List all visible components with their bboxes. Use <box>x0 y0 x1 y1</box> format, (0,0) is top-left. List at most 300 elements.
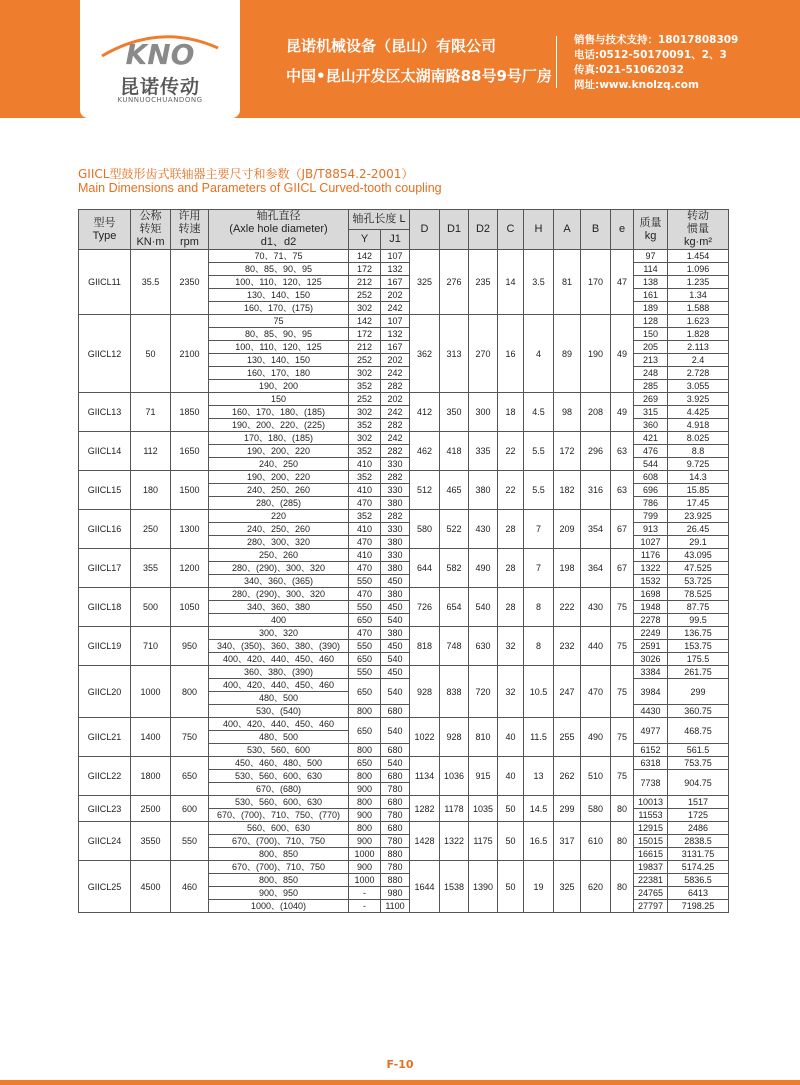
cell-model: GIICL16 <box>79 510 131 549</box>
cell-d2: 490 <box>469 549 498 588</box>
header-model: 型号 Type <box>79 210 131 250</box>
cell-mass: 19837 <box>634 861 668 874</box>
cell-speed: 1650 <box>171 432 209 471</box>
cell-speed: 650 <box>171 757 209 796</box>
cell-length-y: 410 <box>349 484 381 497</box>
cell-length-j1: 167 <box>381 276 410 289</box>
cell-bore-diameter: 130、140、150 <box>209 354 349 367</box>
cell-length-j1: 167 <box>381 341 410 354</box>
cell-length-y: 302 <box>349 432 381 445</box>
cell-mass: 1698 <box>634 588 668 601</box>
header-d1: D1 <box>440 210 469 250</box>
cell-a: 255 <box>554 718 581 757</box>
cell-inertia: 261.75 <box>668 666 729 679</box>
cell-c: 28 <box>498 588 524 627</box>
cell-inertia: 904.75 <box>668 770 729 796</box>
cell-c: 40 <box>498 757 524 796</box>
cell-bore-diameter: 80、85、90、95 <box>209 263 349 276</box>
cell-c: 40 <box>498 718 524 757</box>
cell-inertia: 3.055 <box>668 380 729 393</box>
cell-length-y: 410 <box>349 549 381 562</box>
cell-mass: 15015 <box>634 835 668 848</box>
cell-torque: 250 <box>131 510 171 549</box>
cell-model: GIICL20 <box>79 666 131 718</box>
cell-length-j1: 680 <box>381 796 410 809</box>
cell-length-j1: 107 <box>381 315 410 328</box>
cell-bore-diameter: 80、85、90、95 <box>209 328 349 341</box>
cell-inertia: 753.75 <box>668 757 729 770</box>
cell-c: 16 <box>498 315 524 393</box>
cell-inertia: 29.1 <box>668 536 729 549</box>
header-bore-length: 轴孔长度 L <box>349 210 410 230</box>
cell-d2: 1175 <box>469 822 498 861</box>
cell-model: GIICL21 <box>79 718 131 757</box>
cell-length-j1: 540 <box>381 653 410 666</box>
cell-length-j1: 282 <box>381 471 410 484</box>
cell-torque: 112 <box>131 432 171 471</box>
cell-length-j1: 132 <box>381 263 410 276</box>
cell-inertia: 99.5 <box>668 614 729 627</box>
cell-inertia: 8.8 <box>668 445 729 458</box>
cell-inertia: 4.918 <box>668 419 729 432</box>
spec-table <box>78 209 729 913</box>
cell-torque: 2500 <box>131 796 171 822</box>
cell-d2: 630 <box>469 627 498 666</box>
cell-bore-diameter: 190、200、220 <box>209 471 349 484</box>
cell-length-y: 172 <box>349 328 381 341</box>
cell-d1: 418 <box>440 432 469 471</box>
header-y: Y <box>349 230 381 250</box>
cell-e: 63 <box>611 432 634 471</box>
cell-d2: 1035 <box>469 796 498 822</box>
cell-d1: 1538 <box>440 861 469 913</box>
cell-h: 5.5 <box>524 471 554 510</box>
cell-mass: 360 <box>634 419 668 432</box>
logo-chinese-name: 昆诺传动 <box>119 76 200 98</box>
cell-a: 325 <box>554 861 581 913</box>
cell-inertia: 23.925 <box>668 510 729 523</box>
cell-length-j1: 540 <box>381 614 410 627</box>
cell-inertia: 1.623 <box>668 315 729 328</box>
cell-bore-diameter: 190、200 <box>209 380 349 393</box>
footer-bar <box>0 1080 800 1085</box>
table-row <box>79 861 729 874</box>
cell-bore-diameter: 160、170、(175) <box>209 302 349 315</box>
cell-length-y: 800 <box>349 744 381 757</box>
cell-length-j1: 880 <box>381 848 410 861</box>
cell-length-j1: 780 <box>381 861 410 874</box>
cell-mass: 6152 <box>634 744 668 757</box>
cell-length-j1: 242 <box>381 302 410 315</box>
cell-mass: 7738 <box>634 770 668 796</box>
cell-bore-diameter: 1000、(1040) <box>209 900 349 913</box>
cell-b: 440 <box>581 627 611 666</box>
cell-length-j1: 680 <box>381 770 410 783</box>
cell-length-y: 470 <box>349 536 381 549</box>
cell-inertia: 17.45 <box>668 497 729 510</box>
cell-length-j1: 1100 <box>381 900 410 913</box>
cell-e: 75 <box>611 588 634 627</box>
header-j1: J1 <box>381 230 410 250</box>
cell-length-y: 800 <box>349 705 381 718</box>
cell-d2: 810 <box>469 718 498 757</box>
cell-h: 11.5 <box>524 718 554 757</box>
cell-length-y: 650 <box>349 718 381 744</box>
cell-length-j1: 202 <box>381 289 410 302</box>
cell-model: GIICL13 <box>79 393 131 432</box>
logo-english-name: KUNNUOCHUANDONG <box>117 96 203 104</box>
cell-a: 172 <box>554 432 581 471</box>
cell-bore-diameter: 190、200、220 <box>209 445 349 458</box>
cell-length-j1: 202 <box>381 393 410 406</box>
cell-bore-diameter: 530、560、600 <box>209 744 349 757</box>
cell-torque: 4500 <box>131 861 171 913</box>
cell-length-y: 1000 <box>349 848 381 861</box>
company-name: 昆诺机械设备（昆山）有限公司 <box>286 37 497 55</box>
cell-mass: 3384 <box>634 666 668 679</box>
cell-d: 644 <box>410 549 440 588</box>
cell-length-y: 800 <box>349 770 381 783</box>
cell-length-y: 650 <box>349 614 381 627</box>
cell-mass: 138 <box>634 276 668 289</box>
cell-d2: 720 <box>469 666 498 718</box>
cell-length-y: 142 <box>349 250 381 263</box>
cell-length-y: 352 <box>349 380 381 393</box>
cell-mass: 11553 <box>634 809 668 822</box>
cell-length-j1: 242 <box>381 406 410 419</box>
header-bore-diameter: 轴孔直径 (Axle hole diameter) d1、d2 <box>209 210 349 250</box>
cell-d: 1022 <box>410 718 440 757</box>
cell-length-j1: 380 <box>381 562 410 575</box>
cell-e: 80 <box>611 796 634 822</box>
table-row <box>79 432 729 445</box>
cell-model: GIICL24 <box>79 822 131 861</box>
cell-length-j1: 540 <box>381 718 410 744</box>
cell-e: 49 <box>611 393 634 432</box>
cell-c: 50 <box>498 861 524 913</box>
cell-b: 470 <box>581 666 611 718</box>
cell-torque: 35.5 <box>131 250 171 315</box>
header-h: H <box>524 210 554 250</box>
cell-torque: 1400 <box>131 718 171 757</box>
cell-a: 209 <box>554 510 581 549</box>
cell-b: 296 <box>581 432 611 471</box>
cell-a: 317 <box>554 822 581 861</box>
cell-mass: 6318 <box>634 757 668 770</box>
cell-length-y: 470 <box>349 562 381 575</box>
cell-torque: 1800 <box>131 757 171 796</box>
cell-inertia: 53.725 <box>668 575 729 588</box>
cell-bore-diameter: 280、(290)、300、320 <box>209 562 349 575</box>
cell-length-j1: 330 <box>381 458 410 471</box>
cell-mass: 12915 <box>634 822 668 835</box>
cell-model: GIICL23 <box>79 796 131 822</box>
cell-mass: 97 <box>634 250 668 263</box>
cell-length-y: 212 <box>349 341 381 354</box>
cell-length-y: 1000 <box>349 874 381 887</box>
cell-mass: 248 <box>634 367 668 380</box>
cell-bore-diameter: 800、850 <box>209 874 349 887</box>
page-number: F-10 <box>386 1058 414 1071</box>
cell-bore-diameter: 360、380、(390) <box>209 666 349 679</box>
cell-length-y: 352 <box>349 419 381 432</box>
cell-length-y: 470 <box>349 627 381 640</box>
cell-c: 14 <box>498 250 524 315</box>
cell-length-y: 650 <box>349 679 381 705</box>
cell-inertia: 2486 <box>668 822 729 835</box>
cell-h: 16.5 <box>524 822 554 861</box>
header-divider <box>556 36 557 88</box>
cell-inertia: 1.454 <box>668 250 729 263</box>
cell-bore-diameter: 400、420、440、450、460 <box>209 679 349 692</box>
cell-model: GIICL17 <box>79 549 131 588</box>
cell-h: 14.5 <box>524 796 554 822</box>
cell-length-y: 900 <box>349 809 381 822</box>
cell-model: GIICL25 <box>79 861 131 913</box>
cell-mass: 27797 <box>634 900 668 913</box>
cell-inertia: 8.025 <box>668 432 729 445</box>
cell-length-j1: 780 <box>381 783 410 796</box>
cell-length-j1: 282 <box>381 445 410 458</box>
cell-length-j1: 540 <box>381 679 410 705</box>
cell-model: GIICL11 <box>79 250 131 315</box>
cell-d1: 313 <box>440 315 469 393</box>
cell-h: 4.5 <box>524 393 554 432</box>
cell-b: 580 <box>581 796 611 822</box>
cell-mass: 269 <box>634 393 668 406</box>
cell-mass: 189 <box>634 302 668 315</box>
cell-inertia: 1.34 <box>668 289 729 302</box>
cell-inertia: 14.3 <box>668 471 729 484</box>
cell-length-y: 800 <box>349 796 381 809</box>
cell-length-j1: 107 <box>381 250 410 263</box>
cell-d2: 430 <box>469 510 498 549</box>
cell-speed: 600 <box>171 796 209 822</box>
cell-inertia: 9.725 <box>668 458 729 471</box>
cell-bore-diameter: 400、420、440、450、460 <box>209 718 349 731</box>
table-row <box>79 718 729 731</box>
cell-bore-diameter: 900、950 <box>209 887 349 900</box>
header-torque: 公称 转矩 KN·m <box>131 210 171 250</box>
cell-mass: 799 <box>634 510 668 523</box>
header-e: e <box>611 210 634 250</box>
cell-h: 7 <box>524 510 554 549</box>
cell-torque: 50 <box>131 315 171 393</box>
header-inertia: 转动 惯量 kg·m² <box>668 210 729 250</box>
cell-inertia: 47.525 <box>668 562 729 575</box>
cell-mass: 10013 <box>634 796 668 809</box>
cell-inertia: 136.75 <box>668 627 729 640</box>
cell-d2: 270 <box>469 315 498 393</box>
cell-c: 18 <box>498 393 524 432</box>
cell-mass: 3026 <box>634 653 668 666</box>
cell-length-j1: 380 <box>381 627 410 640</box>
table-title-chinese: GIICL型鼓形齿式联轴器主要尺寸和参数（JB/T8854.2-2001） <box>78 167 414 181</box>
cell-a: 262 <box>554 757 581 796</box>
cell-length-j1: 282 <box>381 510 410 523</box>
cell-speed: 1500 <box>171 471 209 510</box>
cell-bore-diameter: 400、420、440、450、460 <box>209 653 349 666</box>
cell-h: 4 <box>524 315 554 393</box>
cell-bore-diameter: 340、360、380 <box>209 601 349 614</box>
cell-inertia: 3.925 <box>668 393 729 406</box>
cell-bore-diameter: 400 <box>209 614 349 627</box>
cell-b: 510 <box>581 757 611 796</box>
cell-speed: 1200 <box>171 549 209 588</box>
cell-length-j1: 282 <box>381 419 410 432</box>
cell-inertia: 1.588 <box>668 302 729 315</box>
cell-torque: 1000 <box>131 666 171 718</box>
cell-length-j1: 450 <box>381 666 410 679</box>
cell-inertia: 1725 <box>668 809 729 822</box>
cell-length-j1: 132 <box>381 328 410 341</box>
cell-length-j1: 380 <box>381 588 410 601</box>
cell-inertia: 2.4 <box>668 354 729 367</box>
cell-inertia: 7198.25 <box>668 900 729 913</box>
cell-length-y: 900 <box>349 861 381 874</box>
contact-fax: 传真:021-51062032 <box>574 64 684 76</box>
cell-mass: 1027 <box>634 536 668 549</box>
cell-inertia: 2.728 <box>668 367 729 380</box>
cell-d: 1644 <box>410 861 440 913</box>
table-row <box>79 549 729 562</box>
cell-bore-diameter: 160、170、180、(185) <box>209 406 349 419</box>
cell-length-y: 352 <box>349 445 381 458</box>
cell-c: 32 <box>498 666 524 718</box>
cell-mass: 22381 <box>634 874 668 887</box>
cell-mass: 16615 <box>634 848 668 861</box>
cell-bore-diameter: 340、(350)、360、380、(390) <box>209 640 349 653</box>
cell-speed: 800 <box>171 666 209 718</box>
cell-inertia: 43.095 <box>668 549 729 562</box>
cell-b: 430 <box>581 588 611 627</box>
cell-length-y: 252 <box>349 289 381 302</box>
cell-length-y: 550 <box>349 601 381 614</box>
cell-h: 7 <box>524 549 554 588</box>
table-row <box>79 822 729 835</box>
cell-mass: 544 <box>634 458 668 471</box>
cell-mass: 476 <box>634 445 668 458</box>
cell-b: 620 <box>581 861 611 913</box>
cell-length-j1: 780 <box>381 835 410 848</box>
cell-b: 170 <box>581 250 611 315</box>
cell-mass: 128 <box>634 315 668 328</box>
cell-length-j1: 450 <box>381 640 410 653</box>
cell-inertia: 2.113 <box>668 341 729 354</box>
cell-d1: 582 <box>440 549 469 588</box>
cell-e: 75 <box>611 666 634 718</box>
cell-length-y: 410 <box>349 458 381 471</box>
cell-length-y: 252 <box>349 354 381 367</box>
cell-length-j1: 450 <box>381 575 410 588</box>
cell-e: 75 <box>611 627 634 666</box>
cell-a: 182 <box>554 471 581 510</box>
cell-length-j1: 680 <box>381 822 410 835</box>
cell-a: 89 <box>554 315 581 393</box>
cell-model: GIICL12 <box>79 315 131 393</box>
cell-mass: 114 <box>634 263 668 276</box>
cell-length-j1: 380 <box>381 497 410 510</box>
cell-inertia: 468.75 <box>668 718 729 744</box>
table-row <box>79 757 729 770</box>
cell-b: 208 <box>581 393 611 432</box>
cell-torque: 355 <box>131 549 171 588</box>
cell-d: 1282 <box>410 796 440 822</box>
cell-mass: 2249 <box>634 627 668 640</box>
cell-inertia: 360.75 <box>668 705 729 718</box>
cell-h: 10.5 <box>524 666 554 718</box>
cell-torque: 710 <box>131 627 171 666</box>
cell-mass: 285 <box>634 380 668 393</box>
cell-bore-diameter: 670、(680) <box>209 783 349 796</box>
header-d: D <box>410 210 440 250</box>
cell-bore-diameter: 240、250、260 <box>209 523 349 536</box>
cell-e: 75 <box>611 757 634 796</box>
cell-bore-diameter: 300、320 <box>209 627 349 640</box>
cell-d1: 1322 <box>440 822 469 861</box>
cell-d1: 1036 <box>440 757 469 796</box>
cell-length-j1: 282 <box>381 380 410 393</box>
cell-mass: 608 <box>634 471 668 484</box>
cell-mass: 150 <box>634 328 668 341</box>
cell-bore-diameter: 240、250 <box>209 458 349 471</box>
cell-d: 580 <box>410 510 440 549</box>
cell-a: 222 <box>554 588 581 627</box>
cell-model: GIICL19 <box>79 627 131 666</box>
cell-torque: 500 <box>131 588 171 627</box>
cell-length-j1: 202 <box>381 354 410 367</box>
cell-a: 247 <box>554 666 581 718</box>
header-speed: 许用 转速 rpm <box>171 210 209 250</box>
header-d2: D2 <box>469 210 498 250</box>
cell-bore-diameter: 480、500 <box>209 731 349 744</box>
cell-length-j1: 330 <box>381 484 410 497</box>
cell-bore-diameter: 340、360、(365) <box>209 575 349 588</box>
cell-bore-diameter: 250、260 <box>209 549 349 562</box>
cell-torque: 180 <box>131 471 171 510</box>
cell-bore-diameter: 70、71、75 <box>209 250 349 263</box>
cell-d2: 915 <box>469 757 498 796</box>
cell-mass: 913 <box>634 523 668 536</box>
cell-length-y: 650 <box>349 757 381 770</box>
svg-text:KNO: KNO <box>125 38 195 70</box>
cell-bore-diameter: 670、(700)、710、750、(770) <box>209 809 349 822</box>
cell-a: 232 <box>554 627 581 666</box>
cell-bore-diameter: 130、140、150 <box>209 289 349 302</box>
table-row <box>79 796 729 809</box>
cell-mass: 315 <box>634 406 668 419</box>
cell-torque: 3550 <box>131 822 171 861</box>
cell-e: 49 <box>611 315 634 393</box>
cell-inertia: 5836.5 <box>668 874 729 887</box>
cell-mass: 1322 <box>634 562 668 575</box>
cell-mass: 205 <box>634 341 668 354</box>
cell-length-j1: 880 <box>381 874 410 887</box>
cell-bore-diameter: 670、(700)、710、750 <box>209 835 349 848</box>
logo-mark-icon <box>98 30 222 70</box>
cell-h: 5.5 <box>524 432 554 471</box>
cell-e: 67 <box>611 510 634 549</box>
cell-length-y: 212 <box>349 276 381 289</box>
cell-a: 81 <box>554 250 581 315</box>
cell-length-j1: 330 <box>381 523 410 536</box>
cell-length-y: 352 <box>349 471 381 484</box>
cell-inertia: 3131.75 <box>668 848 729 861</box>
cell-bore-diameter: 280、(285) <box>209 497 349 510</box>
cell-bore-diameter: 530、(540) <box>209 705 349 718</box>
cell-bore-diameter: 530、560、600、630 <box>209 770 349 783</box>
cell-inertia: 26.45 <box>668 523 729 536</box>
